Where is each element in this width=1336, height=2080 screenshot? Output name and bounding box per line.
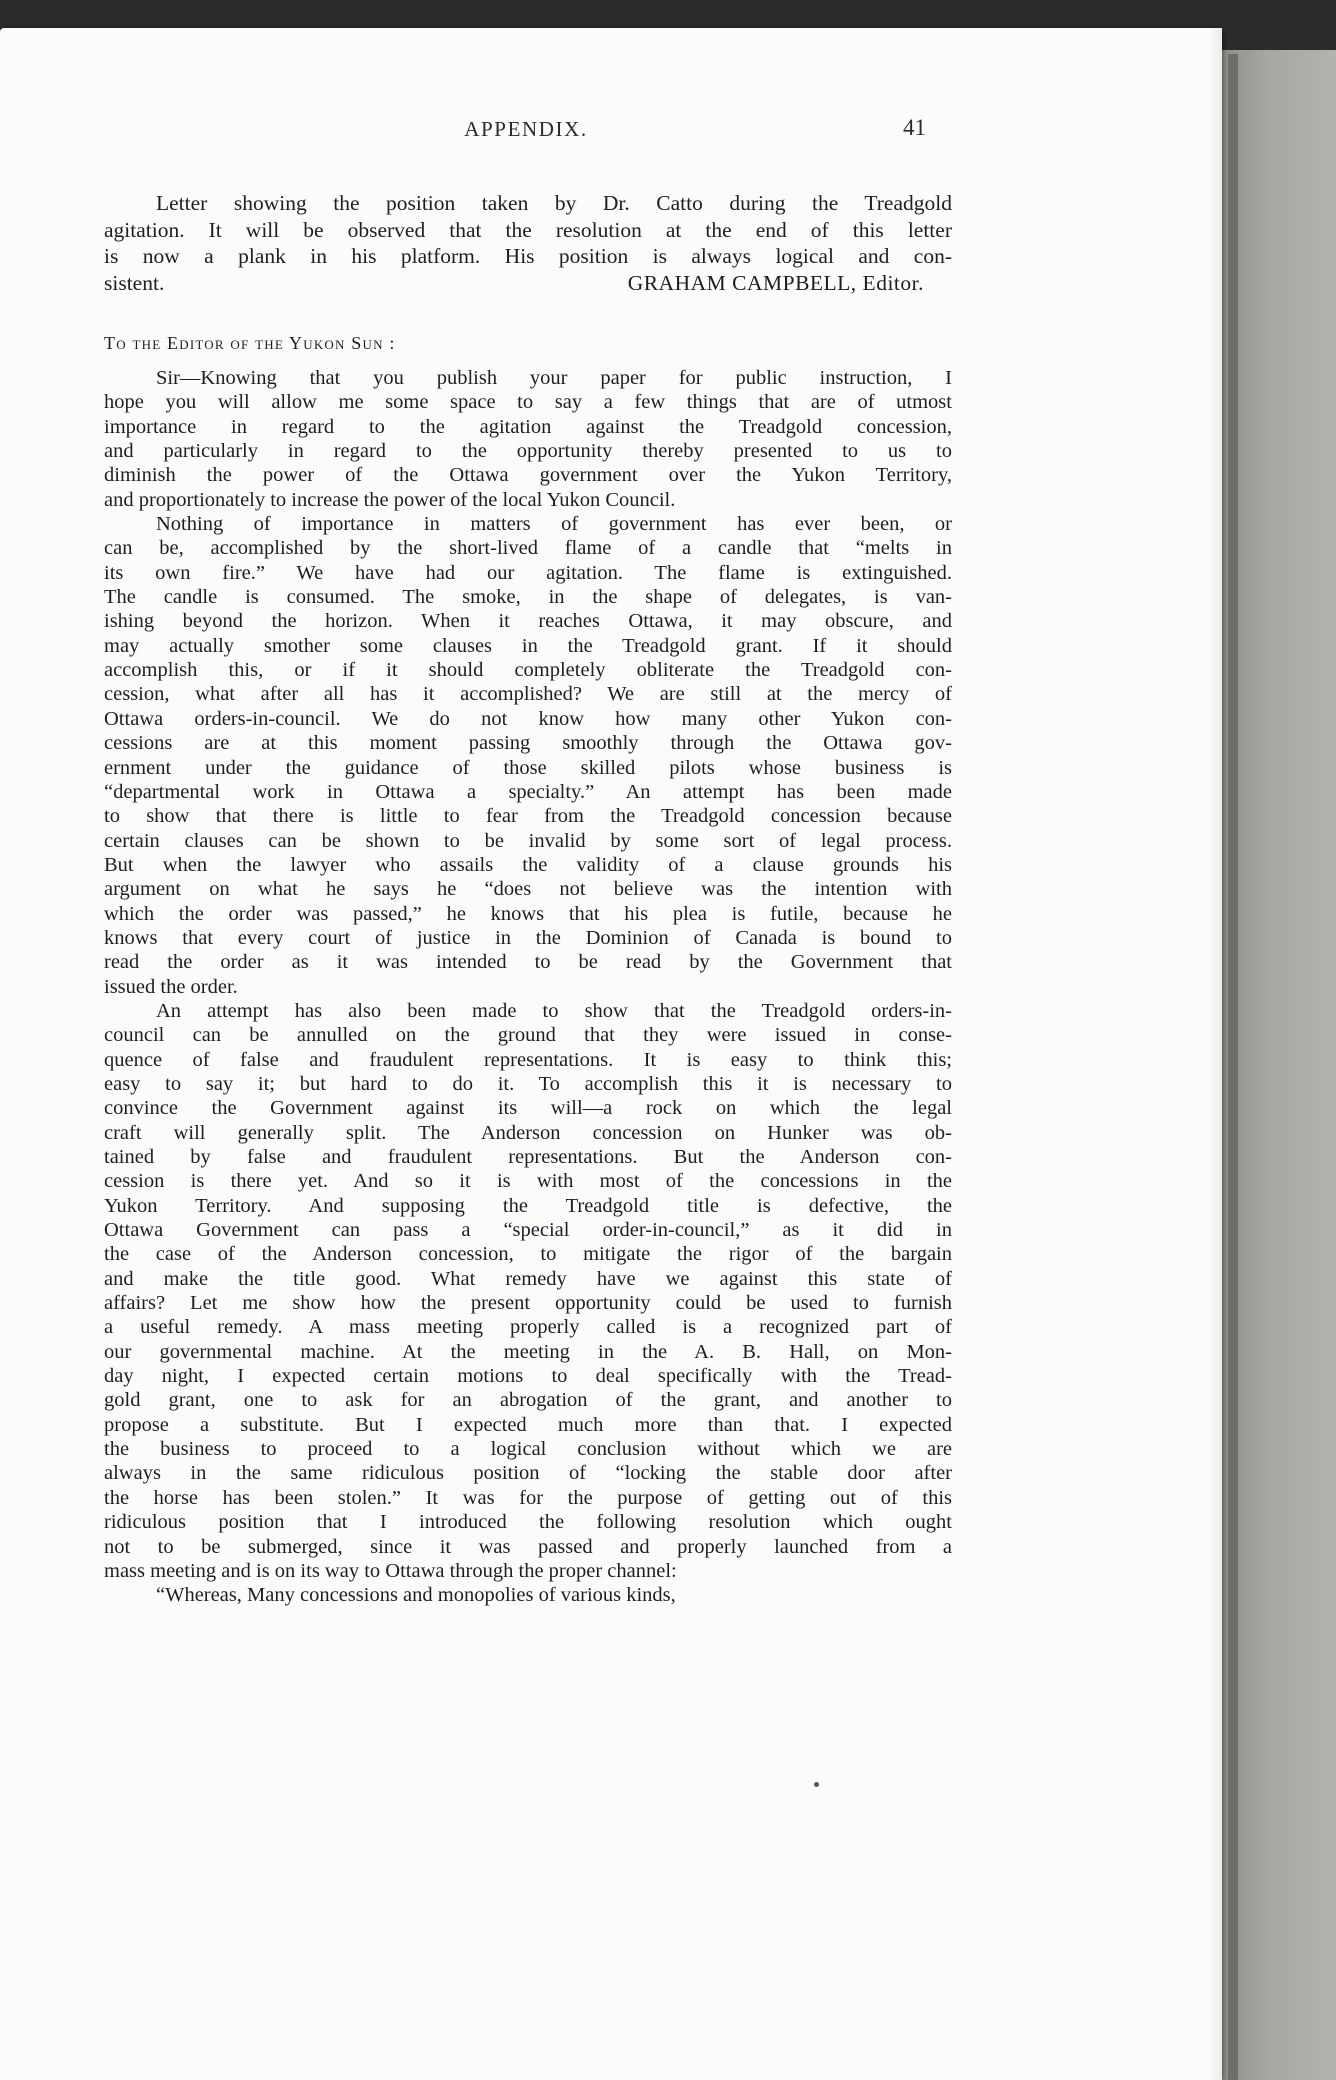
letter-line: But when the lawyer who assails the validity of a clause grounds his [104,853,952,876]
letter-line: importance in regard to the agitation against the Treadgold concession, [104,415,952,438]
letter-line: ernment under the guidance of those skilled pilots whose business is [104,756,952,779]
background-shadow-strip [1228,54,1238,2080]
letter-line: which the order was passed,” he knows that his plea is futile, because he [104,902,952,925]
running-head [106,117,946,151]
letter-line: its own fire.” We have had our agitation. The flame is extinguished. [104,561,952,584]
editor-note-line: is now a plank in his platform. His position is always logical and con- [104,244,952,268]
letter-line: cession, what after all has it accomplished? We are still at the mercy of [104,683,952,706]
letter-line: and particularly in regard to the opportunity thereby presented to us to [104,440,952,463]
salutation: To the Editor of the Yukon Sun : [104,333,396,353]
letter-line: accomplish this, or if it should completely obliterate the Treadgold con- [104,659,952,682]
letter-line: Nothing of importance in matters of government has ever been, or [156,513,952,536]
letter-line: hope you will allow me some space to say a few things that are of utmost [104,391,952,414]
letter-line: a useful remedy. A mass meeting properly called is a recognized part of [104,1316,952,1339]
letter-line: the business to proceed to a logical conclusion without which we are [104,1438,952,1461]
letter-line: affairs? Let me show how the present opportunity could be used to furnish [104,1292,952,1315]
letter-line: Sir—Knowing that you publish your paper for public instruction, I [156,367,952,389]
running-title: APPENDIX. [464,117,588,141]
page-speck [814,1782,819,1787]
letter-line: cessions are at this moment passing smoothly through the Ottawa gov- [104,732,952,755]
letter-line: and proportionately to increase the power of the local Yukon Council. [104,488,676,511]
letter-line: and make the title good. What remedy have we against this state of [104,1267,952,1290]
letter-body [104,366,952,1608]
letter-line: the horse has been stolen.” It was for the purpose of getting out of this [104,1486,952,1509]
letter-line: easy to say it; but hard to do it. To accomplish this it is necessary to [104,1072,952,1095]
letter-line: mass meeting and is on its way to Ottawa through the proper channel: [104,1559,677,1582]
letter-line: diminish the power of the Ottawa government over the Yukon Territory, [104,464,952,487]
letter-line: gold grant, one to ask for an abrogation of the grant, and another to [104,1389,952,1412]
letter-line: “Whereas, Many concessions and monopolies of various kinds, [156,1584,676,1607]
letter-line: ishing beyond the horizon. When it reaches Ottawa, it may obscure, and [104,610,952,633]
letter-line: craft will generally split. The Anderson concession on Hunker was ob- [104,1121,952,1144]
letter-line: The candle is consumed. The smoke, in the shape of delegates, is van- [104,586,952,609]
letter-line: Ottawa Government can pass a “special order-in-council,” as it did in [104,1219,952,1242]
editor-signature: GRAHAM CAMPBELL, Editor. [627,270,924,295]
letter-line: the case of the Anderson concession, to mitigate the rigor of the bargain [104,1243,952,1266]
editor-note-sign-line [104,270,952,297]
letter-line: tained by false and fraudulent representations. But the Anderson con- [104,1146,952,1168]
letter-line: cession is there yet. And so it is with most of the concessions in the [104,1170,952,1193]
letter-line: knows that every court of justice in the Dominion of Canada is bound to [104,926,952,949]
letter-line: may actually smother some clauses in the Treadgold grant. If it should [104,634,952,657]
letter-line: Ottawa orders-in-council. We do not know how many other Yukon con- [104,707,952,730]
letter-line: Yukon Territory. And supposing the Treadgold title is defective, the [104,1194,952,1217]
letter-line: certain clauses can be shown to be invalid by some sort of legal process. [104,829,952,852]
letter-line: our governmental machine. At the meeting in the A. B. Hall, on Mon- [104,1340,952,1363]
letter-line: An attempt has also been made to show that the Treadgold orders-in- [156,999,952,1022]
letter-line: read the order as it was intended to be read by the Government that [104,951,952,974]
letter-line: can be, accomplished by the short-lived flame of a candle that “melts in [104,537,952,560]
letter-line: convince the Government against its will—a rock on which the legal [104,1097,952,1120]
editor-note-line: agitation. It will be observed that the resolution at the end of this letter [104,217,952,242]
letter-line: issued the order. [104,975,238,998]
editor-note [104,190,952,296]
letter-line: ridiculous position that I introduced the following resolution which ought [104,1511,952,1534]
editor-note-last-line: sistent. [104,270,165,295]
page-edge [1210,28,1222,2080]
letter-line: propose a substitute. But I expected much more than that. I expected [104,1413,952,1436]
letter-line: day night, I expected certain motions to deal specifically with the Tread- [104,1365,952,1388]
letter-line: to show that there is little to fear from the Treadgold concession because [104,805,952,828]
letter-line: quence of false and fraudulent representations. It is easy to think this; [104,1048,952,1071]
page-number: 41 [903,115,926,140]
letter-line: not to be submerged, since it was passed and properly launched from a [104,1535,952,1558]
letter-line: argument on what he says he “does not believe was the intention with [104,878,952,901]
letter-line: “departmental work in Ottawa a specialty.” An attempt has been made [104,780,952,803]
letter-line: council can be annulled on the ground that they were issued in conse- [104,1024,952,1047]
letter-line: always in the same ridiculous position of “locking the stable door after [104,1462,952,1485]
editor-note-line: Letter showing the position taken by Dr. Catto during the Treadgold [156,191,952,215]
